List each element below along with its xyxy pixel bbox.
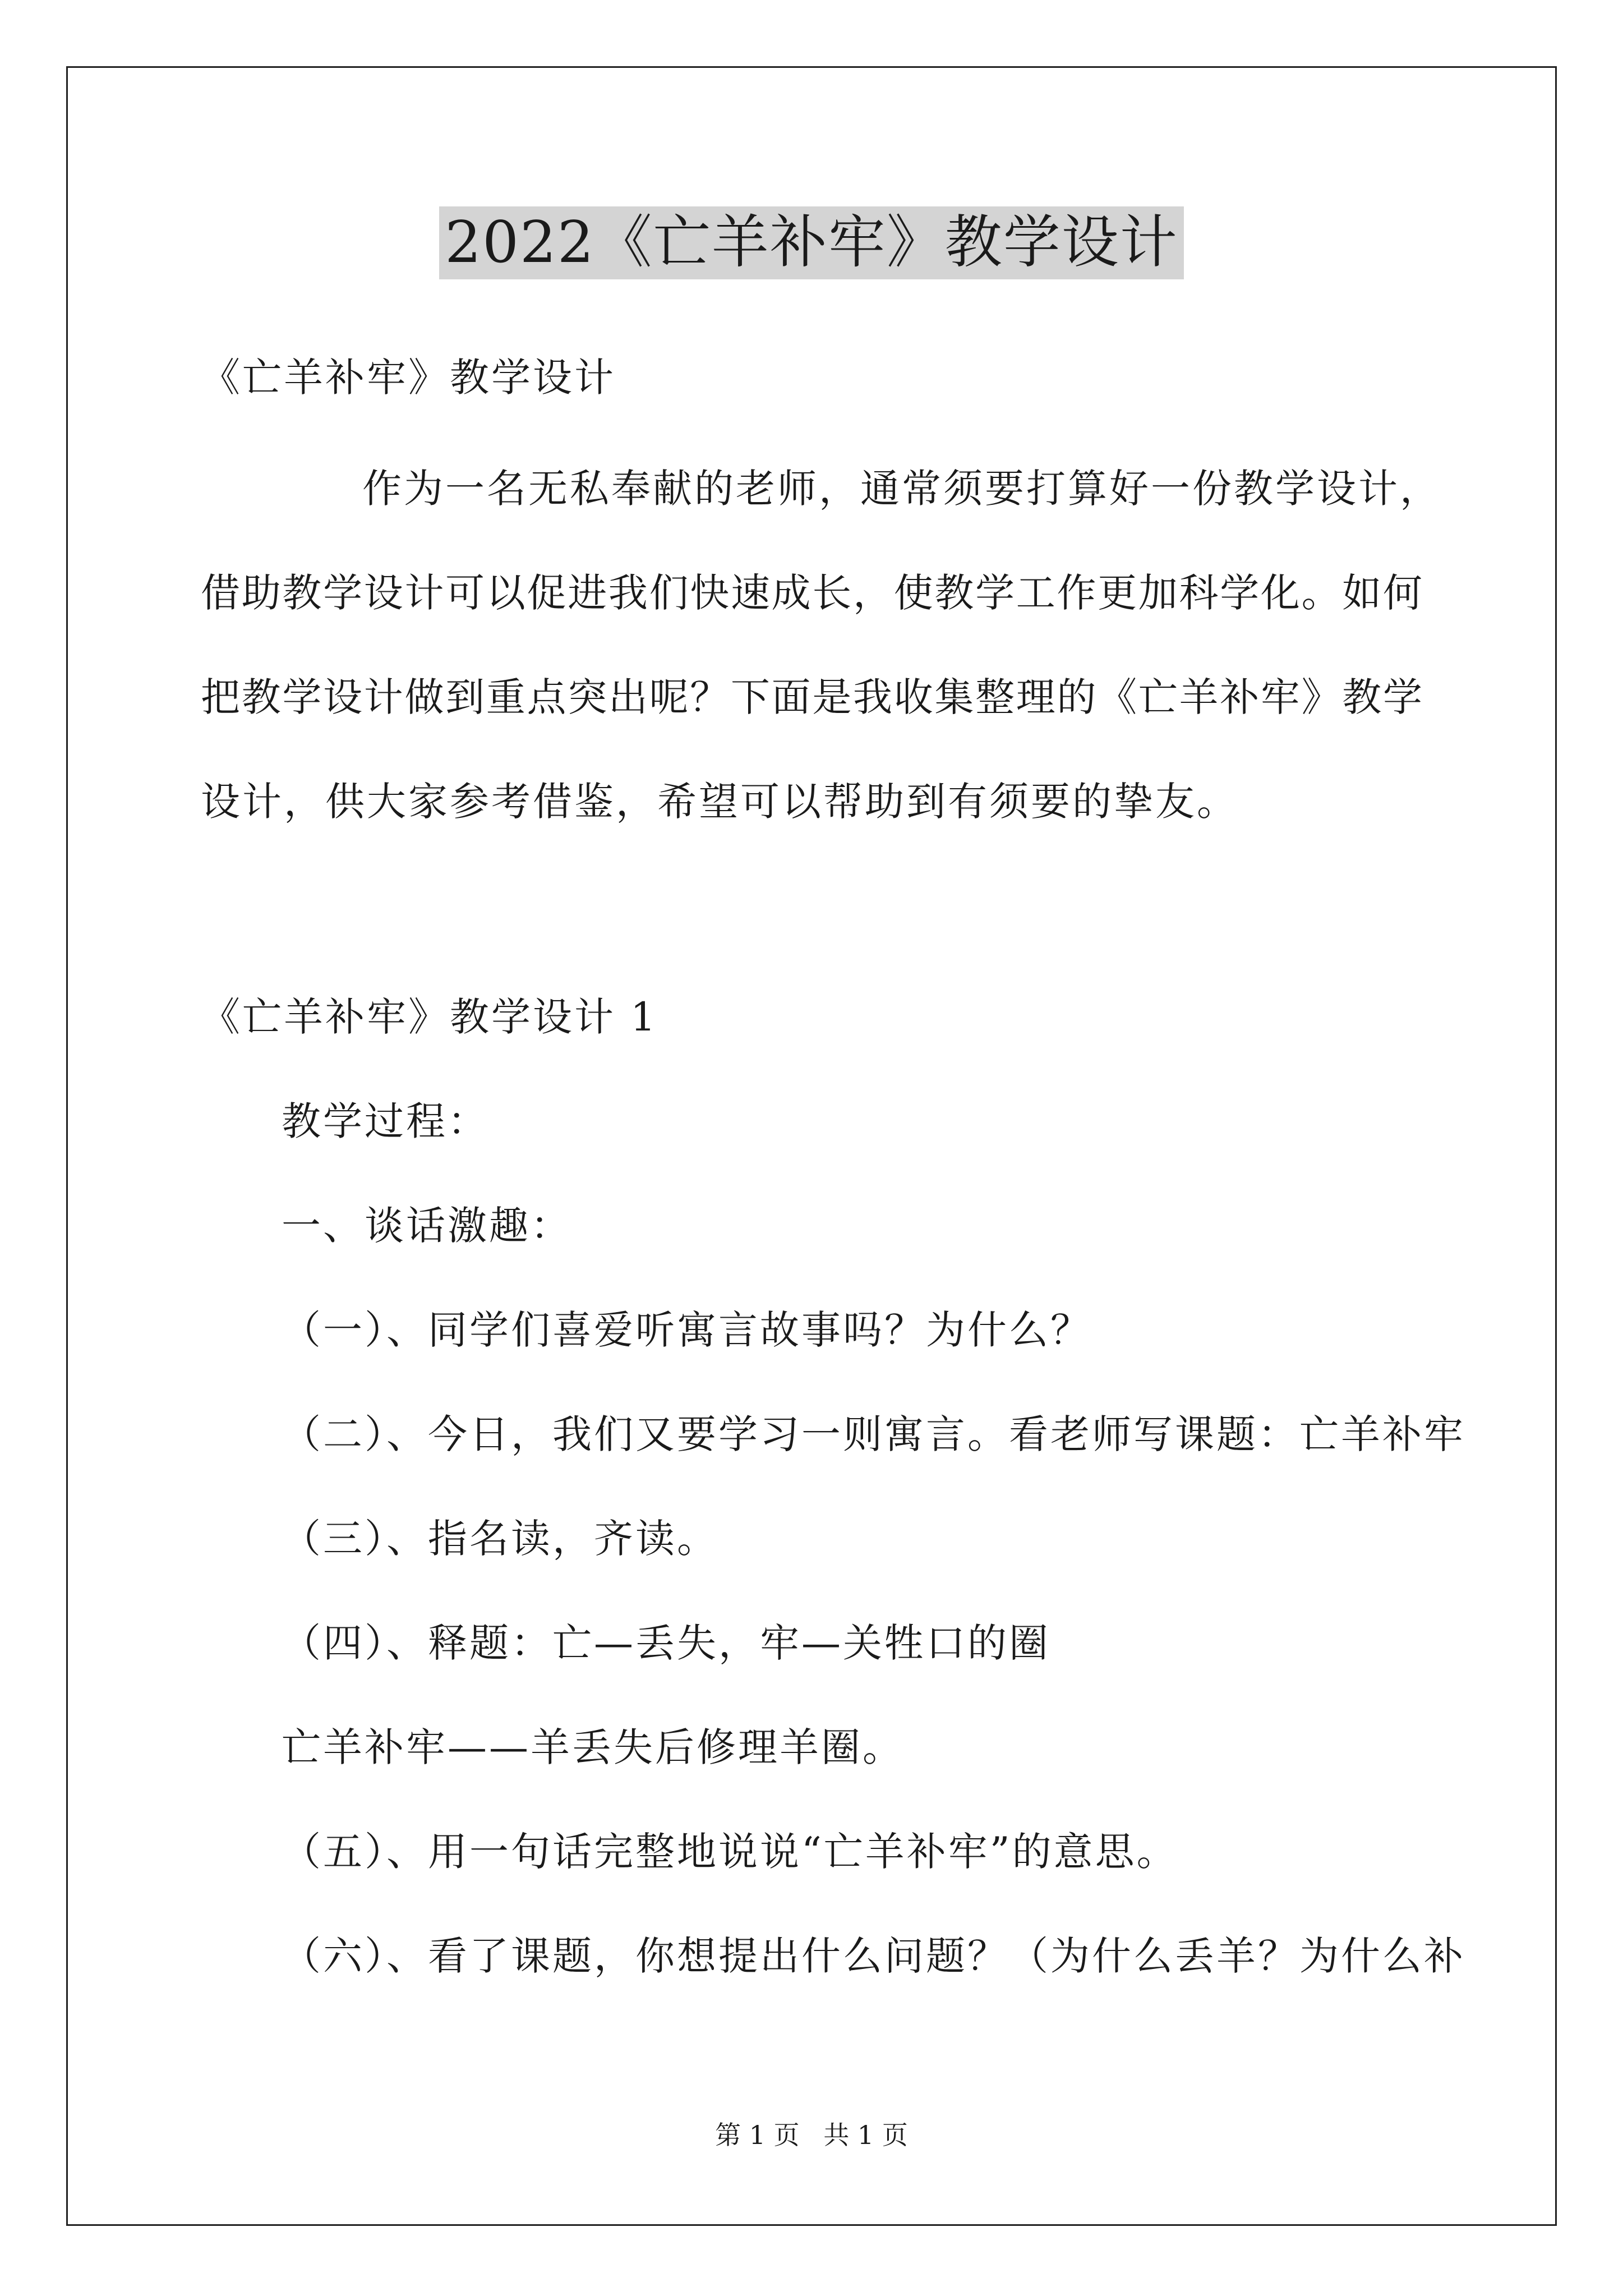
list-item: （五）、用一句话完整地说说“亡羊补牢”的意思。: [282, 1829, 1178, 1875]
title-container: [0, 206, 1623, 279]
list-item: （六）、看了课题，你想提出什么问题？（为什么丢羊？为什么补: [282, 1933, 1465, 1979]
page-total: 共 1 页: [823, 2120, 908, 2150]
intro-line-4: 设计，供大家参考借鉴，希望可以帮助到有须要的挚友。: [201, 779, 1238, 825]
page-number: 第 1 页: [715, 2120, 800, 2150]
list-item: （一）、同学们喜爱听寓言故事吗？为什么？: [282, 1307, 1092, 1353]
intro-line-1: 作为一名无私奉献的老师，通常须要打算好一份教学设计，: [362, 466, 1441, 512]
intro-line-2: 借助教学设计可以促进我们快速成长，使教学工作更加科学化。如何: [201, 570, 1422, 616]
document-subtitle: 《亡羊补牢》教学设计: [201, 355, 616, 401]
intro-line-3: 把教学设计做到重点突出呢？下面是我收集整理的《亡羊补牢》教学: [201, 674, 1422, 720]
process-label: 教学过程：: [282, 1098, 489, 1144]
list-item: （三）、指名读，齐读。: [282, 1516, 718, 1562]
page-footer: [0, 2118, 1623, 2152]
section-heading: 《亡羊补牢》教学设计 1: [201, 994, 658, 1040]
list-item: 亡羊补牢——羊丢失后修理羊圈。: [282, 1724, 904, 1770]
list-item: （四）、释题：亡—丢失，牢—关牲口的圈: [282, 1620, 1050, 1666]
document-title: 2022《亡羊补牢》教学设计: [439, 206, 1184, 279]
list-item: （二）、今日，我们又要学习一则寓言。看老师写课题：亡羊补牢: [282, 1411, 1465, 1457]
step-1-heading: 一、谈话激趣：: [282, 1203, 572, 1249]
